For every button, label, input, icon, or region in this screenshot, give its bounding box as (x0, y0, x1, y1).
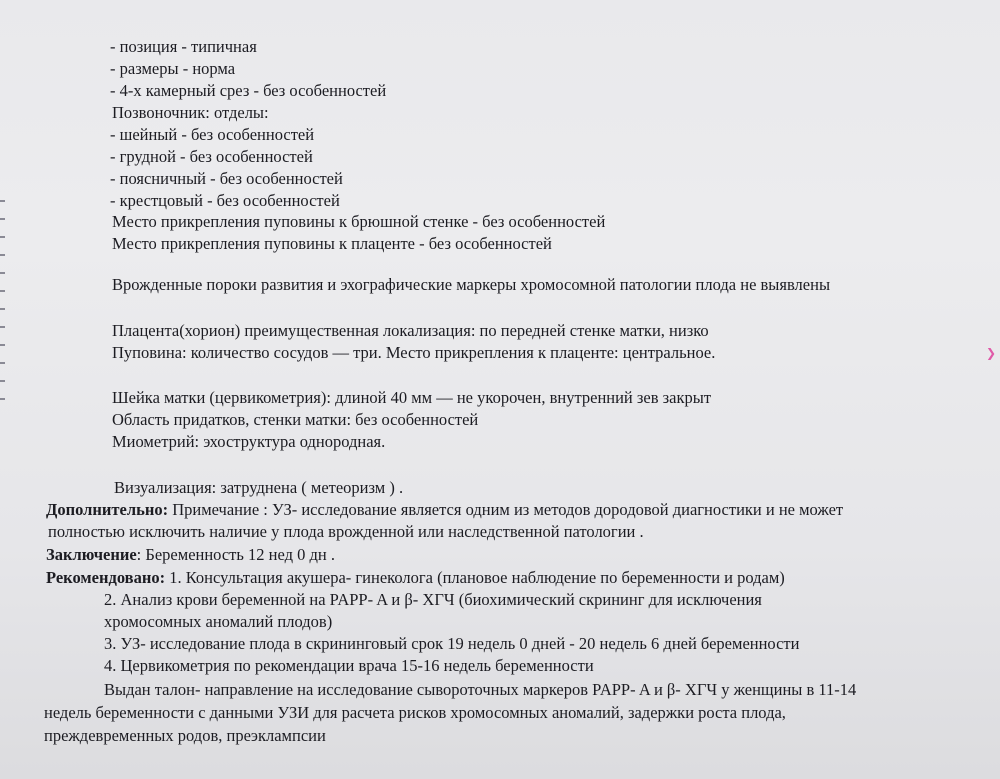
additional-text: Примечание : УЗ- исследование является одним из методов дородовой диагностики и не может (168, 500, 844, 519)
recommendation-2-continuation: хромосомных аномалий плодов) (104, 612, 333, 631)
heart-position-line: - позиция - типичная (110, 37, 257, 56)
recommendation-3-line: 3. УЗ- исследование плода в скрининговый срок 19 недель 0 дней - 20 недель 6 дней беременности (104, 634, 800, 653)
umbilical-cord-line: Пуповина: количество сосудов — три. Место прикрепления к плаценте: центральное. (112, 343, 716, 362)
four-chamber-view-line: - 4-х камерный срез - без особенностей (110, 81, 387, 100)
recommendation-2-line: 2. Анализ крови беременной на PAPP- A и β- ХГЧ (биохимический скрининг для исключения (104, 590, 762, 609)
pink-pen-mark-icon: ❯ (986, 346, 997, 360)
recommended-label: Рекомендовано: (46, 568, 166, 587)
spine-cervical-line: - шейный - без особенностей (110, 125, 315, 144)
additional-note-continuation: полностью исключить наличие у плода врожденной или наследственной патологии . (48, 522, 644, 541)
visualization-line: Визуализация: затруднена ( метеоризм ) . (114, 478, 404, 497)
conclusion-label: Заключение (46, 545, 137, 564)
additional-label: Дополнительно: (46, 500, 169, 519)
cord-abdominal-insertion-line: Место прикрепления пуповины к брюшной стенке - без особенностей (112, 212, 606, 231)
conclusion-line (46, 544, 335, 566)
conclusion-text: : Беременность 12 нед 0 дн . (136, 545, 335, 564)
referral-line-3: преждевременных родов, преэклампсии (44, 726, 326, 745)
spine-thoracic-line: - грудной - без особенностей (110, 147, 313, 166)
myometrium-line: Миометрий: эхоструктура однородная. (112, 432, 386, 451)
recommendation-1-text: 1. Консультация акушера- гинеколога (плановое наблюдение по беременности и родам) (165, 568, 785, 587)
recommendation-4-line: 4. Цервикометрия по рекомендации врача 15-16 недель беременности (104, 656, 594, 675)
adnexa-line: Область придатков, стенки матки: без особенностей (112, 410, 479, 429)
recommendation-1-line (46, 567, 785, 589)
heart-size-line: - размеры - норма (110, 59, 236, 78)
referral-line-1: Выдан талон- направление на исследование сывороточных маркеров PAPP- A и β- ХГЧ у женщины в 11-14 (104, 680, 857, 699)
spine-lumbar-line: - поясничный - без особенностей (110, 169, 343, 188)
placenta-line: Плацента(хорион) преимущественная локализация: по передней стенке матки, низко (112, 321, 709, 340)
cord-placental-insertion-line: Место прикрепления пуповины к плаценте - без особенностей (112, 234, 552, 253)
additional-note-line (46, 499, 843, 521)
cervix-line: Шейка матки (цервикометрия): длиной 40 мм — не укорочен, внутренний зев закрыт (112, 388, 712, 407)
spine-sacral-line: - крестцовый - без особенностей (110, 191, 340, 210)
page-edge-marks (0, 200, 10, 460)
anomalies-finding-line: Врожденные пороки развития и эхографические маркеры хромосомной патологии плода не выявлены (112, 275, 831, 294)
referral-line-2: недель беременности с данными УЗИ для расчета рисков хромосомных аномалий, задержки роста плода, (44, 703, 786, 722)
spine-heading: Позвоночник: отделы: (112, 103, 269, 122)
